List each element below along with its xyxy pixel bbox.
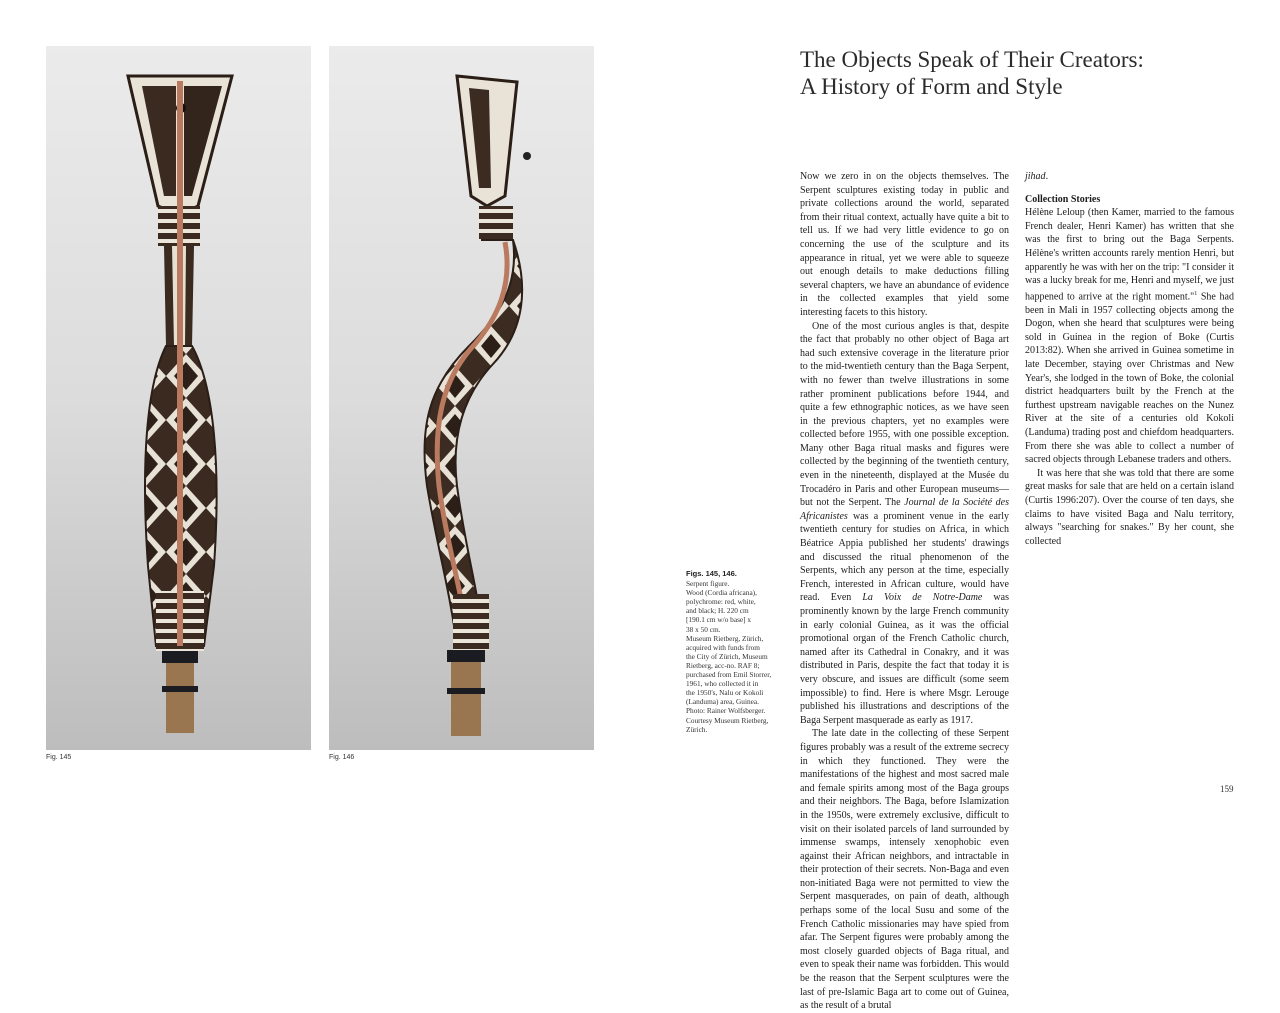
caption-line: Museum Rietberg, Zürich, [686, 633, 764, 643]
section-title: Collection Stories [1025, 193, 1101, 205]
serpent-figure-side-image [329, 46, 594, 750]
text-run: She had been in Mali in 1957 collecting objects among the Dogon, when she heard that sculptures were being sold in Guinea in the region of Boke (Curtis 2013:82). When she arrived in Guinea sometime in late December, staying over Christmas and New Year's, she lodged in the town of Boke, the colonial district headquarters built by the French at the furthest upstream navigable reaches on the Nunez River at the site of a centuries old Kokoli (Landuma) trading post and chiefdom headquarters. From there she was able to collect a number of sacred objects through Lebanese traders and others. [1025, 291, 1234, 466]
page-number: 159 [1220, 784, 1234, 794]
paragraph [800, 320, 1009, 728]
text-run: Hélène Leloup (then Kamer, married to the famous French dealer, Henri Kamer) has written that she was the first to bring out the Baga Serpents. Hélène's written accounts rarely mention Henri, but apparently he was with her on the trip: "I consider it was a lucky break for me, Henri and myself, we just happened to arrive at the right moment." [1025, 207, 1234, 303]
serpent-figure-front-image [46, 46, 311, 750]
caption-title: Figs. 145, 146. [686, 569, 737, 578]
text-run: was prominently known by the large French community in early colonial Guinea, as it was the official promotional organ of the French Catholic church, named after its Cathedral in Conakry, and it was distributed in Paris, despite the fact that today it is very obscure, and issues are difficult (some seem impossible) to find. Here is where Msgr. Lerouge published his illustrations and descriptions of the Baga Serpent masquerade as early as 1917. [800, 592, 1009, 726]
caption-line: Wood (Cordia africana), [686, 588, 757, 598]
footnote-ref: 1 [1194, 290, 1198, 297]
text-column-right [1025, 170, 1234, 760]
journal-title: Journal de la Société des Africanistes [800, 497, 1009, 522]
journal-title: La Voix de Notre-Dame [862, 592, 983, 604]
paragraph: It was here that she was told that there are some great masks for sale that are held on a certain island (Curtis 1996:207). Over the course of ten days, she claims to have visited Baga and Nalu territory, always "searching for snakes." By her count, she collected [1025, 467, 1234, 547]
caption-line: [190.1 cm w/o base] x [686, 615, 752, 625]
figure-145-label: Fig. 145 [46, 754, 72, 761]
heading-line-1: The Objects Speak of Their Creators: [800, 47, 1144, 72]
text-run: One of the most curious angles is that, despite the fact that probably no other object of Baga art had such extensive coverage in the literature prior to the mid-twentieth century than the Baga Serpent, with no fewer than twelve illustrations in some rather prominent publications before 1944, and quite a few ethnographic notices, as we have seen in the previous chapters, yet no examples were collected before 1955, with one possible exception. Many other Baga ritual masks and figures were collected by the beginning of the twentieth century, even in the nineteenth, displayed at the Musée du Trocadéro in Paris and other European museums—but not the Serpent. The [800, 320, 1009, 509]
caption-line: Photo: Rainer Wolfsberger. [686, 706, 766, 716]
paragraph: Now we zero in on the objects themselves. The Serpent sculptures existing today in public and private collections around the world, separated from their ritual context, actually have quite a bit to tell us. If we had very little evidence to go on concerning the use of the sculpture and its appearance in ritual, yet we were able to squeeze out enough details to make deductions filling several chapters, we have an abundance of evidence in the collected examples that yield some interesting facets to this history. [800, 171, 1009, 318]
paragraph [1025, 206, 1234, 467]
caption-line: 38 x 50 cm. [686, 624, 721, 634]
caption-line: Courtesy Museum Rietberg, [686, 715, 769, 725]
italic-term: jihad [1025, 171, 1046, 182]
chapter-heading [800, 46, 1144, 100]
caption-line: acquired with funds from [686, 642, 760, 652]
text-run: . [1045, 171, 1049, 182]
caption-line: the 1950's, Nalu or Kokoli [686, 688, 764, 698]
paragraph-continuation [1025, 170, 1234, 184]
caption-line: Rietberg, acc-no. RAF 8; [686, 660, 760, 670]
caption-line: the City of Zürich, Museum [686, 651, 768, 661]
text-column-left [800, 170, 1009, 1012]
figure-146-label: Fig. 146 [329, 754, 355, 761]
text-run: was a prominent venue in the early twentieth century for studies on Africa, in which Béatrice Appia published her students' drawings and discussed the ritual phenomenon of the Serpents, which any person at the time, especially French, interested in African culture, would have read. Even [800, 510, 1009, 604]
text-run: The late date in the collecting of these Serpent figures probably was a result of the extreme secrecy in which they functioned. They were the manifestations of the highest and most sacred male and female spirits among most of the Baga groups and their neighbors. The Baga, before Islamization in the 1950s, were extremely exclusive, difficult to visit on their isolated parcels of land surrounded by immense swamps, intensely xenophobic even against their African neighbors, and intractable in their protection of their secrets. Non-Baga and even non-initiated Baga were not permitted to view the Serpent masquerades, on pain of death, although perhaps some of the local Susu and some of the French Catholic missionaries may have spied from afar. The Serpent figures were probably among the most closely guarded objects of Baga ritual, and even to speak their name was forbidden. This would be the reason that the Serpent sculptures were the last of pre-Islamic Baga art to come out of Guinea, as the result of a brutal [800, 728, 1009, 1012]
caption-line: Zürich. [686, 724, 708, 734]
heading-line-2: A History of Form and Style [800, 74, 1063, 99]
caption-line: and black; H. 220 cm [686, 606, 749, 616]
figure-caption [686, 569, 786, 734]
caption-line: (Landuma) area, Guinea. [686, 697, 759, 707]
caption-line: purchased from Emil Storrer, [686, 670, 772, 680]
figure-146-photo [329, 46, 594, 750]
caption-line: Serpent figure. [686, 579, 730, 589]
figure-145-photo [46, 46, 311, 750]
paragraph [800, 727, 1009, 1012]
caption-line: 1961, who collected it in [686, 679, 759, 689]
caption-line: polychrome: red, white, [686, 597, 756, 607]
